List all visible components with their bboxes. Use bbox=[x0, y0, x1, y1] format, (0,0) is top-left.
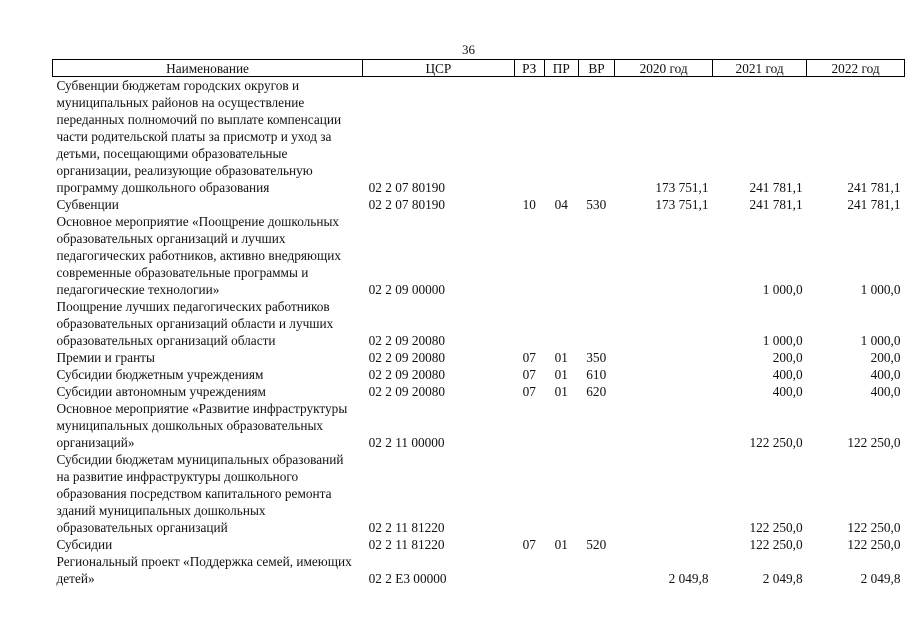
row-2021: 400,0 bbox=[772, 384, 803, 399]
table-row bbox=[53, 298, 905, 349]
row-2020 bbox=[615, 349, 713, 366]
row-pr: 01 bbox=[554, 367, 568, 382]
row-2021: 122 250,0 bbox=[749, 537, 803, 552]
row-2020 bbox=[615, 451, 713, 536]
row-csr: 02 2 09 20080 bbox=[368, 384, 446, 399]
header-2022: 2022 год bbox=[807, 60, 905, 77]
row-csr: 02 2 09 00000 bbox=[368, 282, 446, 297]
header-pr: ПР bbox=[544, 60, 578, 77]
row-vr bbox=[578, 77, 614, 197]
row-vr: 350 bbox=[586, 350, 607, 365]
row-2022: 122 250,0 bbox=[847, 520, 901, 535]
row-rz: 07 bbox=[522, 537, 536, 552]
row-vr bbox=[578, 553, 614, 587]
row-2022: 1 000,0 bbox=[860, 333, 901, 348]
row-pr: 01 bbox=[554, 384, 568, 399]
row-rz bbox=[514, 298, 544, 349]
row-rz: 07 bbox=[522, 367, 536, 382]
row-vr bbox=[578, 213, 614, 298]
row-2021: 200,0 bbox=[772, 350, 803, 365]
row-2021: 241 781,1 bbox=[749, 197, 803, 212]
row-name: Основное мероприятие «Развитие инфраструктуры муниципальных дошкольных образовательных организаций» bbox=[56, 401, 348, 450]
row-pr: 01 bbox=[554, 350, 568, 365]
row-pr bbox=[544, 451, 578, 536]
row-vr: 530 bbox=[586, 197, 607, 212]
header-csr: ЦСР bbox=[363, 60, 515, 77]
row-rz bbox=[514, 400, 544, 451]
table-header-row bbox=[53, 60, 905, 77]
row-rz: 07 bbox=[522, 384, 536, 399]
row-pr: 04 bbox=[554, 197, 568, 212]
row-2021: 241 781,1 bbox=[749, 180, 803, 195]
row-name: Основное мероприятие «Поощрение дошкольных образовательных организаций и лучших педагогических работников, активно внедряющих современные образовательные программы и педагогические технологии» bbox=[56, 214, 341, 297]
table-row bbox=[53, 536, 905, 553]
row-rz bbox=[514, 213, 544, 298]
table-row bbox=[53, 349, 905, 366]
row-csr: 02 2 09 20080 bbox=[368, 333, 446, 348]
row-csr: 02 2 07 80190 bbox=[368, 197, 446, 212]
header-rz: РЗ bbox=[514, 60, 544, 77]
row-name: Поощрение лучших педагогических работников образовательных организаций области и лучших образовательных организаций области bbox=[56, 299, 334, 348]
row-name: Субсидии бюджетам муниципальных образований на развитие инфраструктуры дошкольного образования посредством капитального ремонта зданий муниципальных дошкольных образовательных организаций bbox=[56, 452, 344, 535]
row-2021: 122 250,0 bbox=[749, 435, 803, 450]
header-2021: 2021 год bbox=[713, 60, 807, 77]
row-pr bbox=[544, 553, 578, 587]
row-pr bbox=[544, 77, 578, 197]
row-2021: 2 049,8 bbox=[762, 571, 803, 586]
row-2020: 173 751,1 bbox=[655, 197, 709, 212]
row-vr bbox=[578, 400, 614, 451]
row-vr: 520 bbox=[586, 537, 607, 552]
row-2020: 2 049,8 bbox=[668, 571, 709, 586]
row-rz bbox=[514, 77, 544, 197]
row-2022: 2 049,8 bbox=[860, 571, 901, 586]
row-rz: 10 bbox=[522, 197, 536, 212]
table-row bbox=[53, 366, 905, 383]
row-2022: 400,0 bbox=[870, 384, 901, 399]
row-2020: 173 751,1 bbox=[655, 180, 709, 195]
row-2021: 1 000,0 bbox=[762, 333, 803, 348]
row-name: Региональный проект «Поддержка семей, имеющих детей» bbox=[56, 554, 352, 586]
table-row bbox=[53, 383, 905, 400]
table-row bbox=[53, 400, 905, 451]
row-2022: 122 250,0 bbox=[847, 435, 901, 450]
header-vr: ВР bbox=[578, 60, 614, 77]
row-2021: 122 250,0 bbox=[749, 520, 803, 535]
row-2020 bbox=[615, 213, 713, 298]
row-rz: 07 bbox=[522, 350, 536, 365]
table-row bbox=[53, 451, 905, 536]
row-csr: 02 2 11 81220 bbox=[368, 520, 445, 535]
row-rz bbox=[514, 451, 544, 536]
row-2020 bbox=[615, 400, 713, 451]
table-row bbox=[53, 553, 905, 587]
header-2020: 2020 год bbox=[615, 60, 713, 77]
row-2020 bbox=[615, 298, 713, 349]
row-csr: 02 2 E3 00000 bbox=[368, 571, 447, 586]
row-pr bbox=[544, 298, 578, 349]
row-csr: 02 2 09 20080 bbox=[368, 367, 446, 382]
row-csr: 02 2 07 80190 bbox=[368, 180, 446, 195]
row-csr: 02 2 09 20080 bbox=[368, 350, 446, 365]
row-2022: 241 781,1 bbox=[847, 197, 901, 212]
header-name: Наименование bbox=[53, 60, 363, 77]
row-name: Субвенции бюджетам городских округов и муниципальных районов на осуществление переданных полномочий по выплате компенсации части родительской платы за присмотр и уход за детьми, посещающими образовательные организации, реализующие образовательную программу дошкольного образования bbox=[56, 78, 342, 195]
row-2022: 400,0 bbox=[870, 367, 901, 382]
row-name: Субсидии bbox=[56, 537, 113, 552]
row-vr: 610 bbox=[586, 367, 607, 382]
row-vr bbox=[578, 451, 614, 536]
row-name: Субсидии автономным учреждениям bbox=[56, 384, 266, 399]
row-2022: 241 781,1 bbox=[847, 180, 901, 195]
table-row bbox=[53, 213, 905, 298]
row-name: Субсидии бюджетным учреждениям bbox=[56, 367, 264, 382]
row-name: Субвенции bbox=[56, 197, 119, 212]
table-row bbox=[53, 77, 905, 197]
row-vr bbox=[578, 298, 614, 349]
row-rz bbox=[514, 553, 544, 587]
row-pr: 01 bbox=[554, 537, 568, 552]
row-2021: 400,0 bbox=[772, 367, 803, 382]
budget-table bbox=[52, 59, 905, 587]
row-2020 bbox=[615, 536, 713, 553]
row-pr bbox=[544, 213, 578, 298]
row-pr bbox=[544, 400, 578, 451]
row-csr: 02 2 11 00000 bbox=[368, 435, 445, 450]
row-2022: 1 000,0 bbox=[860, 282, 901, 297]
row-2021: 1 000,0 bbox=[762, 282, 803, 297]
row-name: Премии и гранты bbox=[56, 350, 155, 365]
table-row bbox=[53, 196, 905, 213]
page-number: 36 bbox=[462, 42, 475, 57]
row-2020 bbox=[615, 366, 713, 383]
row-2022: 122 250,0 bbox=[847, 537, 901, 552]
row-2022: 200,0 bbox=[870, 350, 901, 365]
row-csr: 02 2 11 81220 bbox=[368, 537, 445, 552]
row-vr: 620 bbox=[586, 384, 607, 399]
row-2020 bbox=[615, 383, 713, 400]
